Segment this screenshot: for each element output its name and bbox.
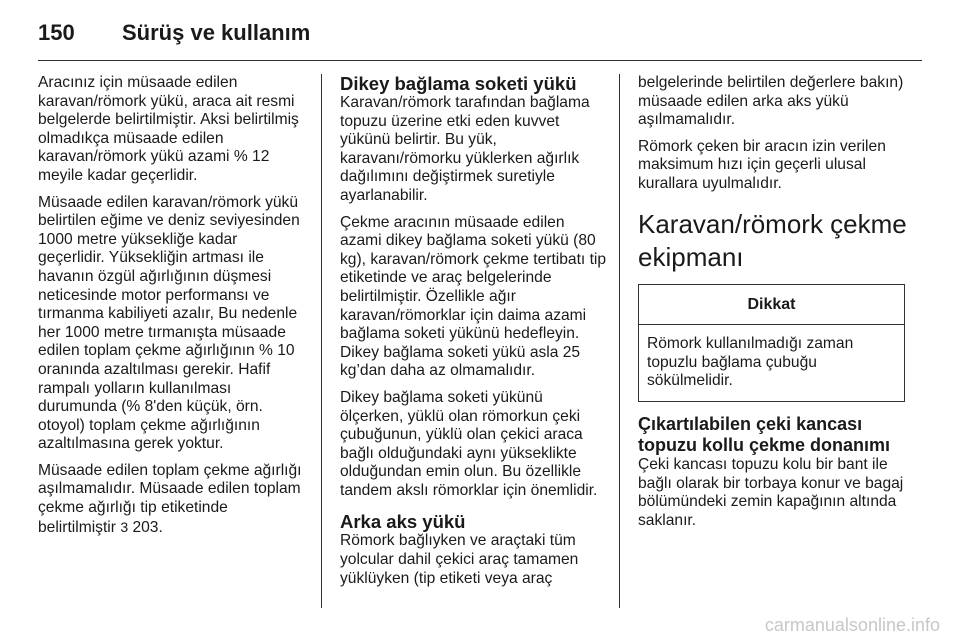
vertical-load-paragraph-2: Çekme aracının müsaade edilen azami dikey bağlama soketi yükü (80 kg), karavan/römork çekme tertibatı tip etiketinde ve araç belgelerinde belirtilmiştir. Özellikle ağır karavan/römorklar için daima azami bağlama soketi yükünü hedefleyin. Dikey bağlama soketi yükü asla 25 kg’dan daha az olmamalıdır. (340, 213, 607, 380)
column-1 (38, 74, 308, 545)
caution-text: Römork kullanılmadığı zaman topuzlu bağlama çubuğu sökülmelidir. (647, 335, 854, 390)
towing-load-paragraph: Aracınız için müsaade edilen karavan/römork yükü, araca ait resmi belgelerde belirtilmiştir. Aksi belirtilmiş olmadıkça müsaade edilen karavan/römork yükü azami % 12 meyile kadar geçerlidir. (38, 74, 299, 184)
page-reference-link[interactable]: 203. (132, 518, 163, 536)
speed-limit-paragraph: Römork çeken bir aracın izin verilen maksimum hızı için geçerli ulusal kurallara uyulmalıdır. (638, 137, 886, 192)
column-divider-2 (619, 74, 620, 608)
vertical-load-heading: Dikey bağlama soketi yükü (340, 73, 577, 94)
rear-axle-continued: belgelerinde belirtilen değerlere bakın) müsaade edilen arka aks yükü aşılmamalıdır. (638, 74, 904, 129)
column-2 (340, 74, 608, 596)
watermark: carmanualsonline.info (764, 615, 940, 635)
altitude-paragraph: Müsaade edilen karavan/römork yükü belirtilen eğime ve deniz seviyesinden 1000 metre yüksekliğe kadar geçerlidir. Yüksekliğin artması ile havanın özgül ağırlığının düşmesi neticesinde motor performansı ve tırmanma kabiliyeti azalır, Bu nedenle her 1000 metre tırmanışta müsaade edilen toplam çekme ağırlığının % 10 oranında azaltılması gerekir. Hafif rampalı yolların kullanılması durumunda (% 8'den küçük, örn. otoyol) toplam çekme ağırlığının azaltılmasına gerek yoktur. (38, 193, 300, 453)
header-divider (38, 60, 922, 61)
equipment-heading: Karavan/römork çekme ekipmanı (638, 208, 907, 272)
rear-axle-heading: Arka aks yükü (340, 511, 466, 533)
chapter-title: Sürüş ve kullanım (122, 20, 311, 45)
caution-box (638, 284, 905, 402)
column-divider-1 (321, 74, 322, 608)
page-header (38, 16, 922, 60)
vertical-load-paragraph-3: Dikey bağlama soketi yükünü ölçerken, yüklü olan römorkun çeki çubuğunun, yüklü olan çekici araca bağlı olduğundaki aynı yükseklikte olduğundan emin olun. Bu özellikle tandem akslı römorklar için önemlidir. (340, 388, 598, 499)
detachable-hitch-heading: Çıkartılabilen çeki kancası topuzu kollu çekme donanımı (638, 413, 891, 455)
caution-title: Dikkat (639, 285, 904, 326)
rear-axle-paragraph: Römork bağlıyken ve araçtaki tüm yolcular dahil çekici araç tamamen yüklüyken (tip etiketi veya araç (340, 532, 579, 587)
total-weight-paragraph (38, 462, 308, 537)
arrow-ref-icon: 3 (120, 518, 129, 535)
detachable-hitch-paragraph: Çeki kancası topuzu kolu bir bant ile bağlı olarak bir torbaya konur ve bagaj bölümündeki zemin kapağının altında saklanır. (638, 455, 904, 529)
column-3 (638, 74, 908, 538)
total-weight-text: Müsaade edilen toplam çekme ağırlığı aşılmamalıdır. Müsaade edilen toplam çekme ağırlığı tip etiketinde belirtilmiştir (38, 461, 302, 536)
vertical-load-paragraph-1: Karavan/römork tarafından bağlama topuzu üzerine etki eden kuvvet yükünü belirtir. Bu yük, karavanı/römorku yüklerken ağırlık dağılımını değiştirmek suretiyle ayarlanabilir. (340, 94, 590, 204)
page-number: 150 (38, 20, 75, 45)
